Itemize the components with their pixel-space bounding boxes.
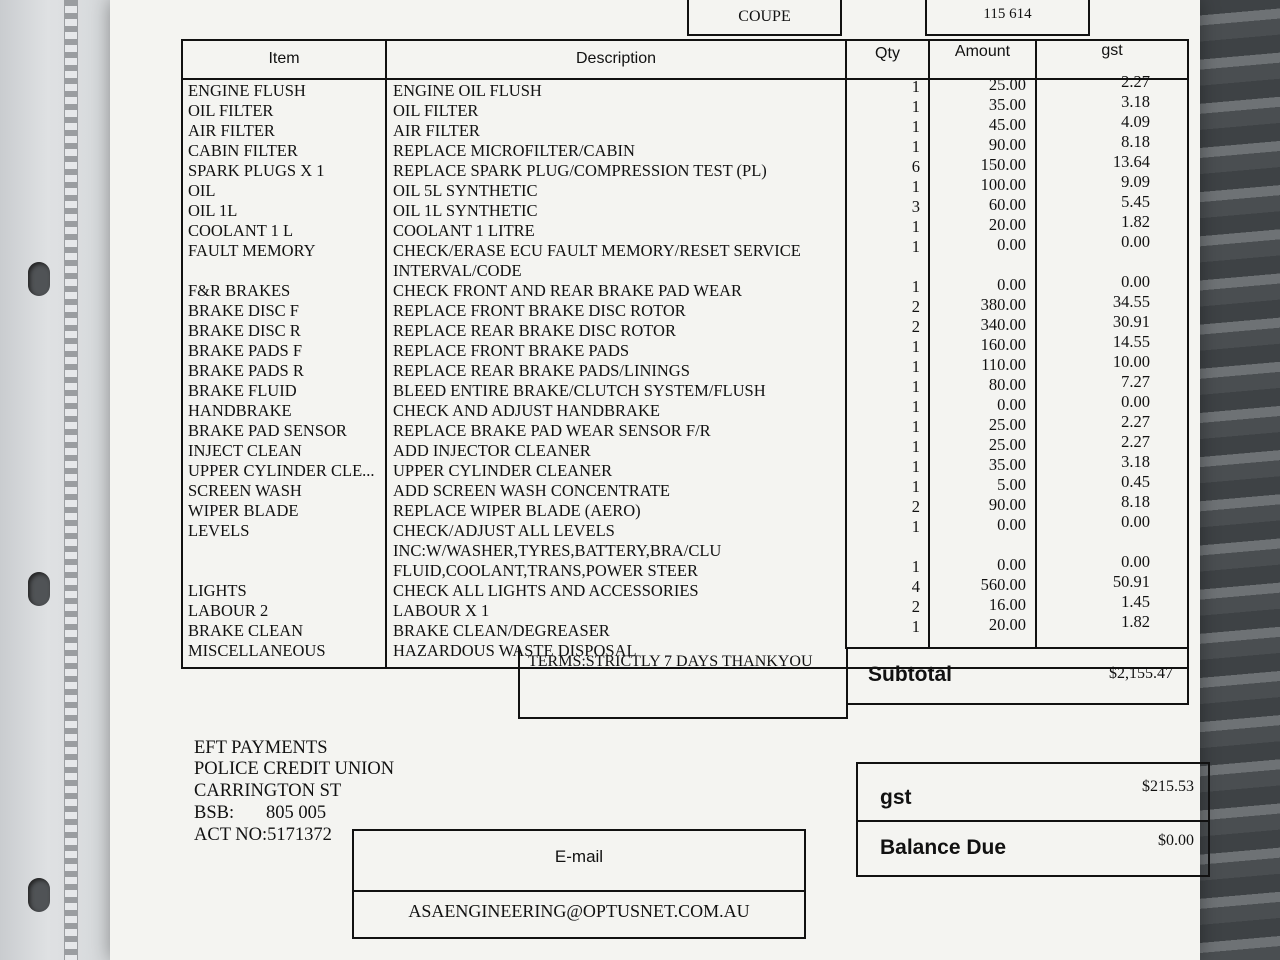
amount-cell xyxy=(932,535,1026,555)
item-cell: F&R BRAKES xyxy=(188,281,291,300)
description-cell: UPPER CYLINDER CLEANER xyxy=(393,461,613,480)
payment-method: EFT PAYMENTS xyxy=(194,738,328,758)
description-cell: ADD INJECTOR CLEANER xyxy=(393,441,591,460)
amount-cell: 110.00 xyxy=(981,355,1026,374)
punch-hole xyxy=(28,262,50,296)
item-cell: CABIN FILTER xyxy=(188,141,298,160)
totals-box xyxy=(856,762,1210,877)
bsb-number: 805 005 xyxy=(266,803,327,823)
description-cell: REPLACE FRONT BRAKE PADS xyxy=(393,341,630,360)
totals-divider xyxy=(858,820,1208,822)
invoice-sheet xyxy=(110,0,1200,960)
item-cell: OIL 1L xyxy=(188,201,238,220)
gst-cell: 2.27 xyxy=(1121,72,1150,91)
odometer-box xyxy=(925,0,1090,36)
item-cell: BRAKE DISC R xyxy=(188,321,301,340)
terms-box xyxy=(518,647,848,719)
item-cell: AIR FILTER xyxy=(188,121,275,140)
item-cell: BRAKE FLUID xyxy=(188,381,297,400)
sheet-protector-margin xyxy=(0,0,120,960)
gst-cell: 14.55 xyxy=(1112,332,1150,351)
description-cell: CHECK ALL LIGHTS AND ACCESSORIES xyxy=(393,581,699,600)
amount-cell: 35.00 xyxy=(988,95,1026,114)
description-cell: OIL FILTER xyxy=(393,101,479,120)
description-cell: ADD SCREEN WASH CONCENTRATE xyxy=(393,481,671,500)
amount-cell: 0.00 xyxy=(997,275,1026,294)
gst-cell: 9.09 xyxy=(1121,172,1150,191)
description-cell: HAZARDOUS WASTE DISPOSAL xyxy=(393,641,637,660)
header-amount: Amount xyxy=(954,43,1011,60)
gst-cell: 34.55 xyxy=(1112,292,1150,311)
header-gst: gst xyxy=(1101,42,1123,59)
sleeve-binding-strip xyxy=(64,0,78,960)
item-cell: COOLANT 1 L xyxy=(188,221,294,240)
description-cell: REPLACE MICROFILTER/CABIN xyxy=(393,141,635,160)
gst-cell: 50.91 xyxy=(1112,572,1150,591)
description-cell: LABOUR X 1 xyxy=(393,601,490,620)
qty-cell: 2 xyxy=(911,497,920,516)
item-cell: UPPER CYLINDER CLE... xyxy=(188,461,375,480)
amount-cell: 340.00 xyxy=(980,315,1026,334)
description-cell: REPLACE FRONT BRAKE DISC ROTOR xyxy=(393,301,686,320)
amount-cell: 90.00 xyxy=(988,135,1026,154)
description-cell: BLEED ENTIRE BRAKE/CLUTCH SYSTEM/FLUSH xyxy=(393,381,766,400)
item-cell: INJECT CLEAN xyxy=(188,441,302,460)
item-cell: BRAKE CLEAN xyxy=(188,621,304,640)
qty-cell: 1 xyxy=(911,137,920,156)
item-cell: LEVELS xyxy=(188,521,250,540)
qty-cell: 1 xyxy=(911,397,920,416)
qty-cell xyxy=(850,257,920,277)
qty-cell: 1 xyxy=(911,517,920,536)
amount-cell: 35.00 xyxy=(988,455,1026,474)
amount-cell: 45.00 xyxy=(988,115,1026,134)
description-cell: ENGINE OIL FLUSH xyxy=(393,81,542,100)
balance-due-value: $0.00 xyxy=(1158,832,1194,849)
description-cell: BRAKE CLEAN/DEGREASER xyxy=(393,621,610,640)
table-header-divider xyxy=(181,78,1189,80)
description-cell: CHECK/ERASE ECU FAULT MEMORY/RESET SERVICE xyxy=(393,241,801,260)
vehicle-body-box xyxy=(687,0,842,36)
item-cell: OIL FILTER xyxy=(188,101,274,120)
qty-cell: 1 xyxy=(911,377,920,396)
amount-cell: 16.00 xyxy=(988,595,1026,614)
email-box xyxy=(352,829,806,939)
gst-cell: 7.27 xyxy=(1121,372,1150,391)
description-cell: COOLANT 1 LITRE xyxy=(393,221,535,240)
amount-cell: 5.00 xyxy=(997,475,1026,494)
gst-cell: 0.00 xyxy=(1121,392,1150,411)
description-cell: REPLACE WIPER BLADE (AERO) xyxy=(393,501,641,520)
amount-cell: 90.00 xyxy=(988,495,1026,514)
gst-cell: 8.18 xyxy=(1121,492,1150,511)
subtotal-value: $2,155.47 xyxy=(1109,665,1173,682)
gst-cell: 13.64 xyxy=(1112,152,1150,171)
item-cell: OIL xyxy=(188,181,216,200)
amount-cell: 0.00 xyxy=(997,555,1026,574)
item-cell: FAULT MEMORY xyxy=(188,241,316,260)
gst-cell: 1.45 xyxy=(1121,592,1150,611)
amount-cell: 560.00 xyxy=(980,575,1026,594)
item-cell: SCREEN WASH xyxy=(188,481,302,500)
description-cell: INTERVAL/CODE xyxy=(393,261,522,280)
description-cell: INC:W/WASHER,TYRES,BATTERY,BRA/CLU xyxy=(393,541,722,560)
column-divider xyxy=(845,39,847,649)
qty-cell: 4 xyxy=(911,577,920,596)
email-divider xyxy=(354,890,804,892)
description-cell: CHECK/ADJUST ALL LEVELS xyxy=(393,521,615,540)
qty-cell: 1 xyxy=(911,237,920,256)
qty-cell: 1 xyxy=(911,457,920,476)
amount-cell: 60.00 xyxy=(988,195,1026,214)
amount-cell: 80.00 xyxy=(988,375,1026,394)
amount-cell: 0.00 xyxy=(997,235,1026,254)
description-cell: REPLACE SPARK PLUG/COMPRESSION TEST (PL) xyxy=(393,161,767,180)
gst-cell: 30.91 xyxy=(1112,312,1150,331)
description-cell: REPLACE BRAKE PAD WEAR SENSOR F/R xyxy=(393,421,711,440)
item-cell: WIPER BLADE xyxy=(188,501,299,520)
description-cell: REPLACE REAR BRAKE PADS/LININGS xyxy=(393,361,690,380)
gst-cell: 0.00 xyxy=(1121,272,1150,291)
item-cell: BRAKE DISC F xyxy=(188,301,299,320)
balance-due-label: Balance Due xyxy=(880,836,1007,859)
amount-cell: 160.00 xyxy=(980,335,1026,354)
qty-cell: 1 xyxy=(911,337,920,356)
qty-cell: 1 xyxy=(911,557,920,576)
header-qty: Qty xyxy=(875,45,900,62)
gst-cell: 3.18 xyxy=(1121,92,1150,111)
gst-cell: 10.00 xyxy=(1112,352,1150,371)
punch-hole xyxy=(28,572,50,606)
subtotal-label: Subtotal xyxy=(868,663,952,686)
qty-cell: 6 xyxy=(911,157,920,176)
amount-cell: 25.00 xyxy=(988,435,1026,454)
gst-cell xyxy=(1040,252,1150,272)
gst-cell: 1.82 xyxy=(1121,212,1150,231)
punch-hole xyxy=(28,878,50,912)
item-cell: HANDBRAKE xyxy=(188,401,292,420)
amount-column xyxy=(932,75,1026,655)
gst-cell: 0.00 xyxy=(1121,232,1150,251)
item-cell: MISCELLANEOUS xyxy=(188,641,326,660)
qty-cell: 1 xyxy=(911,617,920,636)
description-cell: CHECK FRONT AND REAR BRAKE PAD WEAR xyxy=(393,281,742,300)
gst-cell: 1.82 xyxy=(1121,612,1150,631)
odometer-value: 115 614 xyxy=(983,6,1032,22)
gst-cell: 2.27 xyxy=(1121,432,1150,451)
gst-cell: 8.18 xyxy=(1121,132,1150,151)
gst-total-value: $215.53 xyxy=(1142,778,1194,795)
amount-cell: 20.00 xyxy=(988,215,1026,234)
email-address: ASAENGINEERING@OPTUSNET.COM.AU xyxy=(408,901,750,921)
qty-cell: 1 xyxy=(911,437,920,456)
qty-cell: 1 xyxy=(911,77,920,96)
bank-name: POLICE CREDIT UNION xyxy=(194,759,395,779)
amount-cell: 0.00 xyxy=(997,515,1026,534)
qty-cell: 1 xyxy=(911,177,920,196)
qty-column xyxy=(850,77,920,657)
column-divider xyxy=(1035,39,1037,649)
qty-cell: 1 xyxy=(911,417,920,436)
item-cell xyxy=(188,541,383,561)
qty-cell: 3 xyxy=(911,197,920,216)
amount-cell: 150.00 xyxy=(980,155,1026,174)
gst-cell: 5.45 xyxy=(1121,192,1150,211)
qty-cell xyxy=(850,537,920,557)
item-column xyxy=(188,81,383,661)
item-cell xyxy=(188,261,383,281)
gst-cell: 0.45 xyxy=(1121,472,1150,491)
amount-cell: 25.00 xyxy=(988,415,1026,434)
subtotal-box xyxy=(846,647,1189,705)
gst-cell: 0.00 xyxy=(1121,552,1150,571)
qty-cell: 1 xyxy=(911,477,920,496)
gst-cell: 3.18 xyxy=(1121,452,1150,471)
qty-cell: 2 xyxy=(911,297,920,316)
description-cell: OIL 1L SYNTHETIC xyxy=(393,201,538,220)
qty-cell: 1 xyxy=(911,277,920,296)
account-number: ACT NO:5171372 xyxy=(194,825,332,845)
gst-cell: 2.27 xyxy=(1121,412,1150,431)
gst-cell: 4.09 xyxy=(1121,112,1150,131)
qty-cell: 1 xyxy=(911,357,920,376)
gst-cell xyxy=(1040,532,1150,552)
vehicle-body-type: COUPE xyxy=(738,8,791,25)
description-cell: REPLACE REAR BRAKE DISC ROTOR xyxy=(393,321,676,340)
item-cell: BRAKE PADS F xyxy=(188,341,303,360)
header-description: Description xyxy=(575,50,657,67)
gst-total-label: gst xyxy=(880,786,912,809)
item-cell: LABOUR 2 xyxy=(188,601,269,620)
gst-cell: 0.00 xyxy=(1121,512,1150,531)
description-column xyxy=(393,81,843,661)
email-label: E-mail xyxy=(554,847,604,866)
terms-text: TERMS:STRICTLY 7 DAYS THANKYOU xyxy=(528,653,813,670)
qty-cell: 2 xyxy=(911,317,920,336)
item-cell: ENGINE FLUSH xyxy=(188,81,306,100)
amount-cell: 25.00 xyxy=(988,75,1026,94)
description-cell: FLUID,COOLANT,TRANS,POWER STEER xyxy=(393,561,698,580)
qty-cell: 1 xyxy=(911,117,920,136)
bank-branch: CARRINGTON ST xyxy=(194,781,342,801)
item-cell: BRAKE PAD SENSOR xyxy=(188,421,347,440)
description-cell: CHECK AND ADJUST HANDBRAKE xyxy=(393,401,660,420)
qty-cell: 2 xyxy=(911,597,920,616)
description-cell: OIL 5L SYNTHETIC xyxy=(393,181,538,200)
amount-cell: 100.00 xyxy=(980,175,1026,194)
item-cell: SPARK PLUGS X 1 xyxy=(188,161,325,180)
gst-column xyxy=(1040,72,1150,652)
item-cell: LIGHTS xyxy=(188,581,247,600)
amount-cell: 0.00 xyxy=(997,395,1026,414)
qty-cell: 1 xyxy=(911,217,920,236)
header-item: Item xyxy=(268,50,300,67)
item-cell xyxy=(188,561,383,581)
column-divider xyxy=(928,39,930,649)
qty-cell: 1 xyxy=(911,97,920,116)
column-divider xyxy=(385,39,387,669)
amount-cell: 380.00 xyxy=(980,295,1026,314)
bsb-label: BSB: xyxy=(194,803,235,823)
description-cell: AIR FILTER xyxy=(393,121,480,140)
item-cell: BRAKE PADS R xyxy=(188,361,304,380)
amount-cell: 20.00 xyxy=(988,615,1026,634)
amount-cell xyxy=(932,255,1026,275)
